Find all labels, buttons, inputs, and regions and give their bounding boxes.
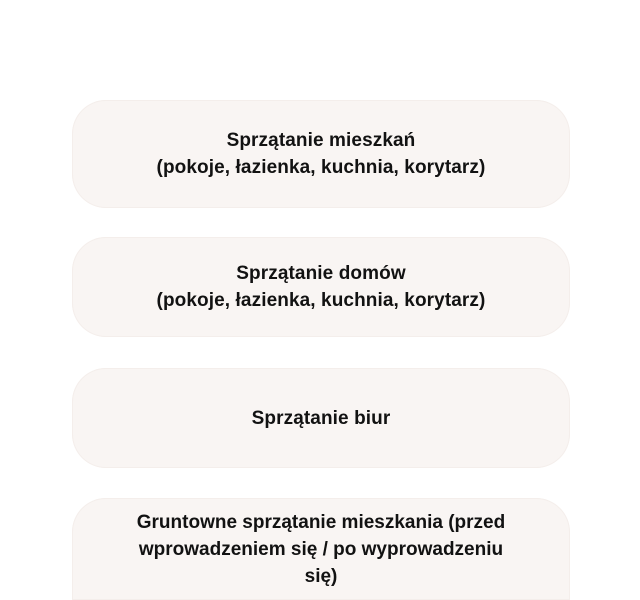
service-title: Gruntowne sprzątanie mieszkania (przed wprowadzeniem się / po wyprowadzeniu się)	[136, 511, 506, 587]
service-title: Sprzątanie domów	[236, 263, 406, 284]
service-card-text	[157, 260, 486, 314]
service-subtitle: (pokoje, łazienka, kuchnia, korytarz)	[156, 157, 486, 178]
service-card-office-cleaning[interactable]	[72, 368, 570, 468]
service-card-house-cleaning[interactable]	[72, 237, 570, 337]
service-card-deep-cleaning[interactable]	[72, 498, 570, 600]
service-card-text	[157, 127, 486, 181]
service-title: Sprzątanie mieszkań	[226, 130, 416, 151]
service-card-text	[252, 405, 391, 432]
service-subtitle: (pokoje, łazienka, kuchnia, korytarz)	[156, 290, 486, 311]
service-card-apartment-cleaning[interactable]	[72, 100, 570, 208]
service-title: Sprzątanie biur	[251, 407, 391, 429]
service-card-text	[131, 509, 511, 590]
